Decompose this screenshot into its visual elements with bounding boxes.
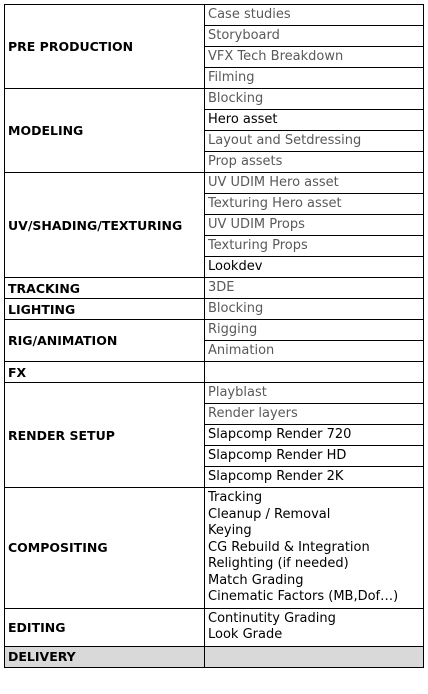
task-cell: Layout and Setdressing	[205, 131, 424, 152]
task-cell: Rigging	[205, 320, 424, 341]
task-cell: Texturing Props	[205, 236, 424, 257]
row-render-setup	[5, 383, 424, 404]
category-cell: RIG/ANIMATION	[5, 320, 205, 362]
task-line: CG Rebuild & Integration	[208, 539, 370, 555]
row-uv-shading-texturing	[5, 173, 424, 194]
task-cell: Texturing Hero asset	[205, 194, 424, 215]
task-cell: Animation	[205, 341, 424, 362]
task-cell: Hero asset	[205, 110, 424, 131]
task-cell: 3DE	[205, 278, 424, 299]
category-cell: MODELING	[5, 89, 205, 173]
task-line: Match Grading	[208, 572, 304, 588]
task-cell: Slapcomp Render 720	[205, 425, 424, 446]
task-cell: Case studies	[205, 5, 424, 26]
pipeline-table	[4, 4, 424, 668]
task-line: Look Grade	[208, 627, 283, 642]
task-cell: Playblast	[205, 383, 424, 404]
category-cell: LIGHTING	[5, 299, 205, 320]
task-cell: Slapcomp Render 2K	[205, 467, 424, 488]
task-cell: VFX Tech Breakdown	[205, 47, 424, 68]
category-cell: FX	[5, 362, 205, 383]
pipeline-table-body	[5, 5, 424, 668]
task-cell	[205, 646, 424, 667]
row-modeling	[5, 89, 424, 110]
task-cell: Blocking	[205, 299, 424, 320]
category-cell: TRACKING	[5, 278, 205, 299]
category-cell: RENDER SETUP	[5, 383, 205, 488]
task-line: Relighting (if needed)	[208, 556, 349, 571]
task-cell: Slapcomp Render HD	[205, 446, 424, 467]
row-tracking	[5, 278, 424, 299]
task-cell: Storyboard	[205, 26, 424, 47]
task-line: Continutity Grading	[208, 610, 336, 626]
row-pre-production	[5, 5, 424, 26]
row-compositing	[5, 488, 424, 609]
task-line: Cleanup / Removal	[208, 506, 331, 522]
task-line: Tracking	[208, 490, 263, 505]
category-cell: PRE PRODUCTION	[5, 5, 205, 89]
row-rig-animation	[5, 320, 424, 341]
task-list-cell	[205, 608, 424, 646]
task-cell: UV UDIM Hero asset	[205, 173, 424, 194]
task-cell: Lookdev	[205, 257, 424, 278]
task-cell: Blocking	[205, 89, 424, 110]
task-line: Keying	[208, 523, 252, 538]
task-cell: Render layers	[205, 404, 424, 425]
task-cell	[205, 362, 424, 383]
category-cell: DELIVERY	[5, 646, 205, 667]
task-cell: Filming	[205, 68, 424, 89]
category-cell: UV/SHADING/TEXTURING	[5, 173, 205, 278]
task-cell: Prop assets	[205, 152, 424, 173]
row-delivery	[5, 646, 424, 667]
category-cell: COMPOSITING	[5, 488, 205, 609]
task-list-cell	[205, 488, 424, 609]
row-lighting	[5, 299, 424, 320]
row-fx	[5, 362, 424, 383]
task-line: Cinematic Factors (MB,Dof…)	[208, 589, 399, 604]
row-editing	[5, 608, 424, 646]
task-cell: UV UDIM Props	[205, 215, 424, 236]
category-cell: EDITING	[5, 608, 205, 646]
